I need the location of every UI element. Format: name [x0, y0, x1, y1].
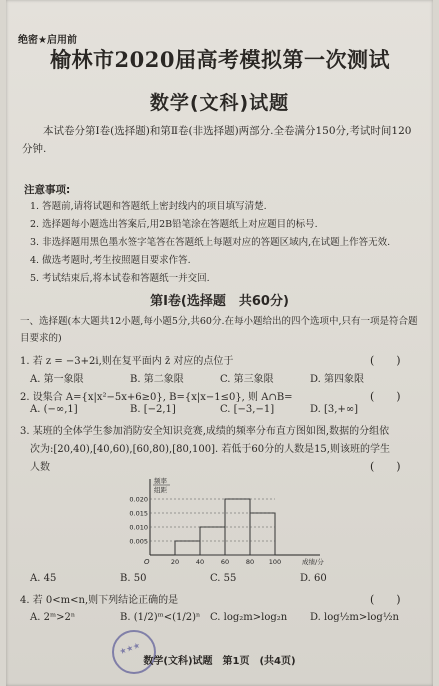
y-tick-label: 0.010	[129, 523, 148, 532]
notice-item: 5. 考试结束后,将本试卷和答题纸一并交回.	[30, 273, 210, 284]
question-2-option-c: C. [−3,−1]	[220, 404, 275, 415]
question-3-option-a: A. 45	[30, 573, 57, 584]
x-tick-label: 40	[195, 558, 205, 566]
question-3-answer-paren: ( )	[370, 460, 401, 473]
notice-title: 注意事项:	[24, 184, 71, 196]
question-4-option-c: C. log₂m>log₂n	[210, 612, 288, 623]
question-3-option-c: C. 55	[210, 573, 237, 584]
ink-stamp: ★★★	[112, 630, 156, 674]
question-4-option-d: D. log½m>log½n	[310, 612, 399, 623]
x-axis-label: 成绩/分	[302, 558, 324, 566]
question-2-option-b: B. [−2,1]	[130, 404, 176, 415]
question-4-stem: 4. 若 0<m<n,则下列结论正确的是	[20, 595, 179, 606]
question-3-option-d: D. 60	[300, 573, 327, 584]
notice-item: 3. 非选择题用黑色墨水签字笔答在答题纸上每题对应的答题区域内,在试题上作答无效.	[30, 237, 391, 248]
origin-label: O	[144, 558, 150, 566]
histogram-bar	[250, 513, 275, 555]
question-2-option-d: D. [3,+∞]	[310, 404, 359, 415]
x-tick-label: 20	[170, 558, 180, 566]
question-3-stem-line: 人数	[30, 462, 50, 473]
question-1-option-b: B. 第二象限	[130, 374, 184, 385]
y-tick-label: 0.020	[129, 495, 148, 504]
y-tick-label: 0.015	[129, 509, 148, 518]
confidential-label: 绝密★启用前	[18, 35, 77, 46]
y-axis-label: 组距	[154, 486, 167, 494]
question-2-option-a: A. (−∞,1]	[30, 404, 78, 415]
y-tick-label: 0.005	[129, 537, 148, 546]
x-tick-label: 100	[268, 558, 282, 566]
page-footer: 数学(文科)试题 第1页 (共4页)	[143, 656, 296, 667]
y-axis-label: 频率	[154, 477, 167, 485]
question-2-stem: 2. 设集合 A={x|x²−5x+6≥0}, B={x|x−1≤0}, 则 A∩B=	[20, 392, 293, 403]
section-heading: 第Ⅰ卷(选择题 共60分)	[150, 294, 289, 309]
question-1-option-a: A. 第一象限	[30, 374, 84, 385]
question-4-option-b: B. (1/2)ᵐ<(1/2)ⁿ	[120, 612, 201, 623]
section-instructions: 一、选择题(本大题共12小题,每小题5分,共60分.在每小题给出的四个选项中,只有一项是符合题目要求的)	[20, 316, 418, 344]
question-1-option-d: D. 第四象限	[310, 374, 365, 385]
question-1-answer-paren: ( )	[370, 354, 401, 367]
question-2-answer-paren: ( )	[370, 390, 401, 403]
question-4-answer-paren: ( )	[370, 593, 401, 606]
question-4-option-a: A. 2ᵐ>2ⁿ	[30, 612, 76, 623]
question-3-stem-line: 次为:[20,40),[40,60),[60,80),[80,100]. 若低于60分的人数是15,则该班的学生	[30, 444, 390, 455]
notice-item: 4. 做选考题时,考生按照题目要求作答.	[30, 255, 191, 266]
question-3-option-b: B. 50	[120, 573, 147, 584]
exam-subtitle: 数学(文科)试题	[149, 92, 290, 114]
question-1-stem: 1. 若 z = −3+2i,则在复平面内 z̄ 对应的点位于	[20, 356, 234, 367]
notice-list	[30, 198, 422, 288]
x-tick-label: 60	[220, 558, 230, 566]
intro-paragraph: 本试卷分第Ⅰ卷(选择题)和第Ⅱ卷(非选择题)两部分.全卷满分150分,考试时间120分钟.	[22, 125, 412, 155]
question-3-stem-line: 3. 某班的全体学生参加消防安全知识竞赛,成绩的频率分布直方图如图,数据的分组依	[20, 426, 390, 437]
question-1-option-c: C. 第三象限	[220, 374, 274, 385]
exam-title: 榆林市2020届高考模拟第一次测试	[50, 47, 390, 72]
histogram-bar	[175, 541, 200, 555]
notice-item: 1. 答题前,请将试题和答题纸上密封线内的项目填写清楚.	[30, 201, 267, 212]
frequency-histogram	[120, 475, 324, 575]
x-tick-label: 80	[245, 558, 255, 566]
notice-item: 2. 选择题每小题选出答案后,用2B铅笔涂在答题纸上对应题目的标号.	[30, 219, 318, 230]
